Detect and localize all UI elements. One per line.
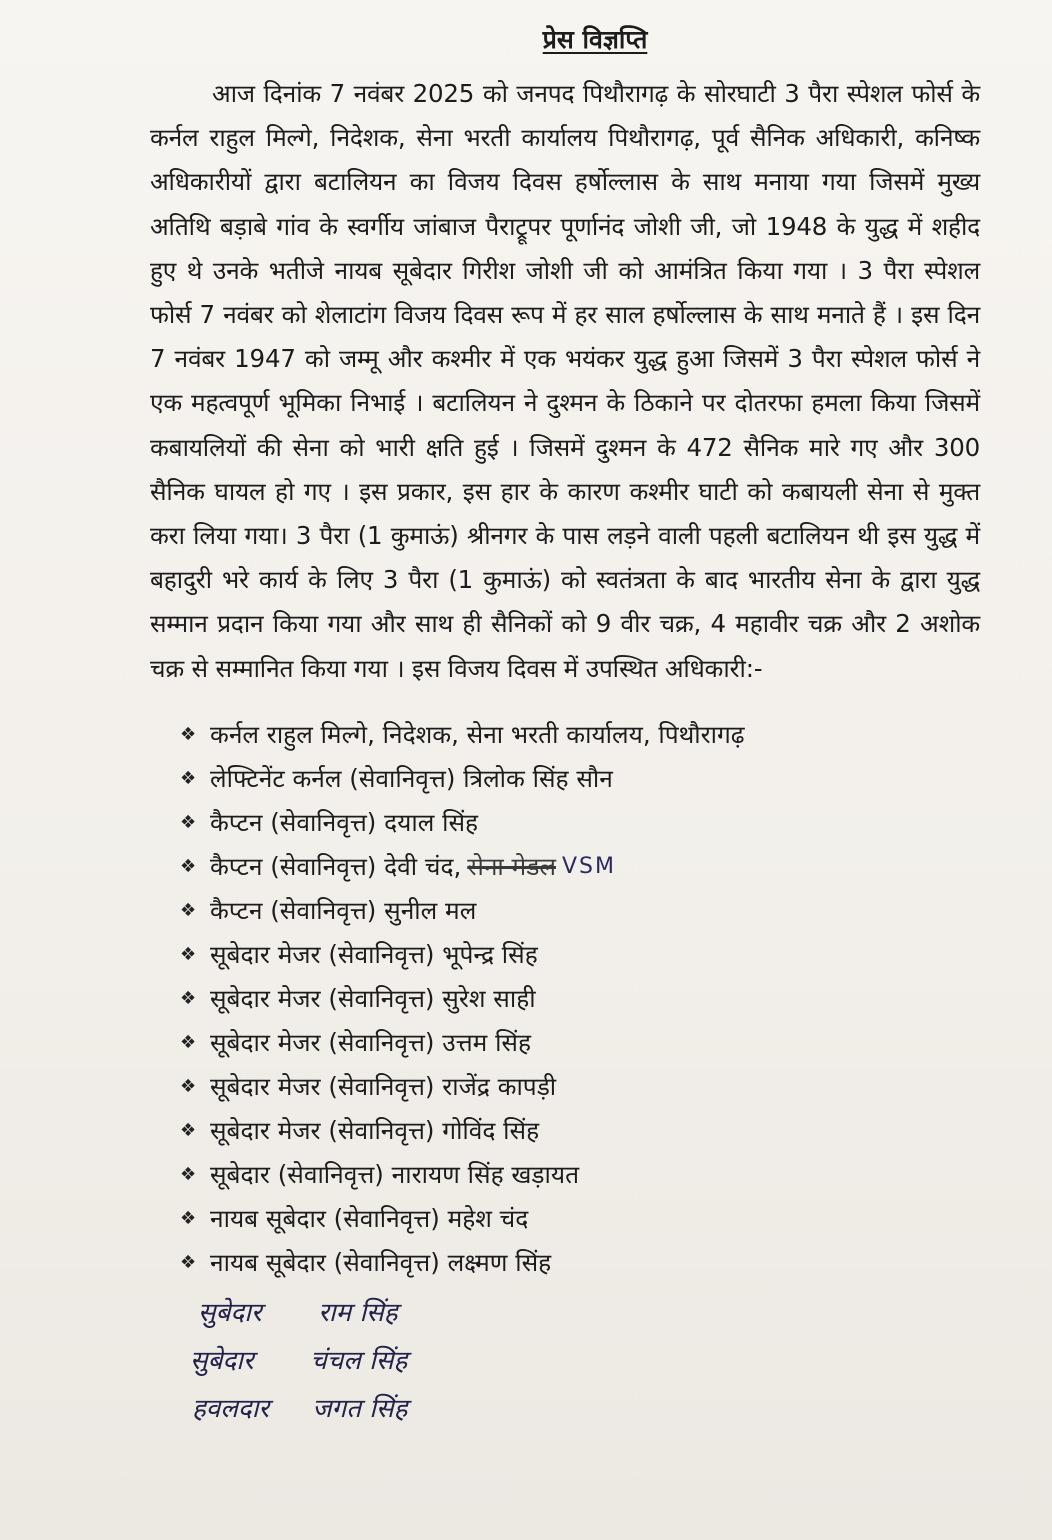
diamond-bullet-icon: ❖ xyxy=(180,1119,197,1141)
officer-name: सूबेदार मेजर (सेवानिवृत्त) सुरेश साही xyxy=(210,983,536,1013)
officer-name: कैप्टन (सेवानिवृत्त) सुनील मल xyxy=(210,895,477,925)
handwritten-signatures xyxy=(190,1289,980,1433)
officer-name: नायब सूबेदार (सेवानिवृत्त) लक्ष्मण सिंह xyxy=(210,1247,552,1277)
signature-line xyxy=(190,1337,980,1385)
page-title: प्रेस विज्ञप्ति xyxy=(542,25,648,54)
list-item xyxy=(180,713,980,757)
diamond-bullet-icon: ❖ xyxy=(180,1207,197,1229)
list-item xyxy=(180,1021,980,1065)
diamond-bullet-icon: ❖ xyxy=(180,1031,197,1053)
diamond-bullet-icon: ❖ xyxy=(180,987,197,1009)
signature-name: चंचल सिंह xyxy=(310,1345,408,1376)
signature-name: जगत सिंह xyxy=(312,1393,408,1424)
list-item xyxy=(180,1241,980,1285)
list-item xyxy=(180,1109,980,1153)
list-item xyxy=(180,889,980,933)
officer-name: सूबेदार मेजर (सेवानिवृत्त) भूपेन्द्र सिंह xyxy=(210,939,538,969)
signature-line xyxy=(192,1385,980,1433)
diamond-bullet-icon: ❖ xyxy=(180,943,197,965)
diamond-bullet-icon: ❖ xyxy=(180,1251,197,1273)
diamond-bullet-icon: ❖ xyxy=(180,1075,197,1097)
list-item xyxy=(180,845,980,889)
officer-name: सूबेदार मेजर (सेवानिवृत्त) गोविंद सिंह xyxy=(210,1115,540,1145)
signature-name: राम सिंह xyxy=(318,1297,398,1328)
officer-name: सूबेदार मेजर (सेवानिवृत्त) उत्तम सिंह xyxy=(210,1027,531,1057)
signature-rank: सुबेदार xyxy=(198,1297,262,1328)
list-item xyxy=(180,757,980,801)
officers-list xyxy=(180,713,980,1285)
diamond-bullet-icon: ❖ xyxy=(180,855,197,877)
list-item xyxy=(180,1065,980,1109)
officer-name: कर्नल राहुल मिल्गे, निदेशक, सेना भरती कार्यालय, पिथौरागढ़ xyxy=(210,719,745,749)
handwritten-note: VSM xyxy=(561,853,616,879)
officer-name: कैप्टन (सेवानिवृत्त) देवी चंद, xyxy=(210,851,462,881)
body-paragraph: आज दिनांक 7 नवंबर 2025 को जनपद पिथौरागढ़ के सोरघाटी 3 पैरा स्पेशल फोर्स के कर्नल राहुल मिल्गे, निदेशक, सेना भरती कार्यालय पिथौरागढ़, पूर्व सैनिक अधिकारी, कनिष्क अधिकारीयों द्वारा बटालियन का विजय दिवस हर्षोल्लास के साथ मनाया गया जिसमें मुख्य अतिथि बड़ाबे गांव के स्वर्गीय जांबाज पैराट्रूपर पूर्णानंद जोशी जी, जो 1948 के युद्ध में शहीद हुए थे उनके भतीजे नायब सूबेदार गिरीश जोशी जी को आमंत्रित किया गया । 3 पैरा स्पेशल फोर्स 7 नवंबर को शेलाटांग विजय दिवस रूप में हर साल हर्षोल्लास के साथ मनाते हैं । इस दिन 7 नवंबर 1947 को जम्मू और कश्मीर में एक भयंकर युद्ध हुआ जिसमें 3 पैरा स्पेशल फोर्स ने एक महत्वपूर्ण भूमिका निभाई । बटालियन ने दुश्मन के ठिकाने पर दोतरफा हमला किया जिसमें कबायलियों की सेना को भारी क्षति हुई । जिसमें दुश्मन के 472 सैनिक मारे गए और 300 सैनिक घायल हो गए । इस प्रकार, इस हार के कारण कश्मीर घाटी को कबायली सेना से मुक्त करा लिया गया। 3 पैरा (1 कुमाऊं) श्रीनगर के पास लड़ने वाली पहली बटालियन थी इस युद्ध में बहादुरी भरे कार्य के लिए 3 पैरा (1 कुमाऊं) को स्वतंत्रता के बाद भारतीय सेना के द्वारा युद्ध सम्मान प्रदान किया गया और साथ ही सैनिकों को 9 वीर चक्र, 4 महावीर चक्र और 2 अशोक चक्र से सम्मानित किया गया । इस विजय दिवस में उपस्थित अधिकारी:- xyxy=(150,79,980,683)
diamond-bullet-icon: ❖ xyxy=(180,1163,197,1185)
list-item xyxy=(180,933,980,977)
officer-name: नायब सूबेदार (सेवानिवृत्त) महेश चंद xyxy=(210,1203,529,1233)
list-item xyxy=(180,1153,980,1197)
diamond-bullet-icon: ❖ xyxy=(180,767,197,789)
diamond-bullet-icon: ❖ xyxy=(180,723,197,745)
officer-name: सूबेदार मेजर (सेवानिवृत्त) राजेंद्र कापड़ी xyxy=(210,1071,557,1101)
diamond-bullet-icon: ❖ xyxy=(180,811,197,833)
struck-out-text: सेना मेडल xyxy=(467,851,556,881)
list-item xyxy=(180,977,980,1021)
diamond-bullet-icon: ❖ xyxy=(180,899,197,921)
officer-name: सूबेदार (सेवानिवृत्त) नारायण सिंह खड़ायत xyxy=(210,1159,580,1189)
list-item xyxy=(180,1197,980,1241)
signature-rank: हवलदार xyxy=(192,1393,270,1424)
list-item xyxy=(180,801,980,845)
signature-rank: सुबेदार xyxy=(190,1345,254,1376)
officer-name: लेफ्टिनेंट कर्नल (सेवानिवृत्त) त्रिलोक सिंह सौन xyxy=(210,763,613,793)
officer-name: कैप्टन (सेवानिवृत्त) दयाल सिंह xyxy=(210,807,479,837)
signature-line xyxy=(198,1289,980,1337)
